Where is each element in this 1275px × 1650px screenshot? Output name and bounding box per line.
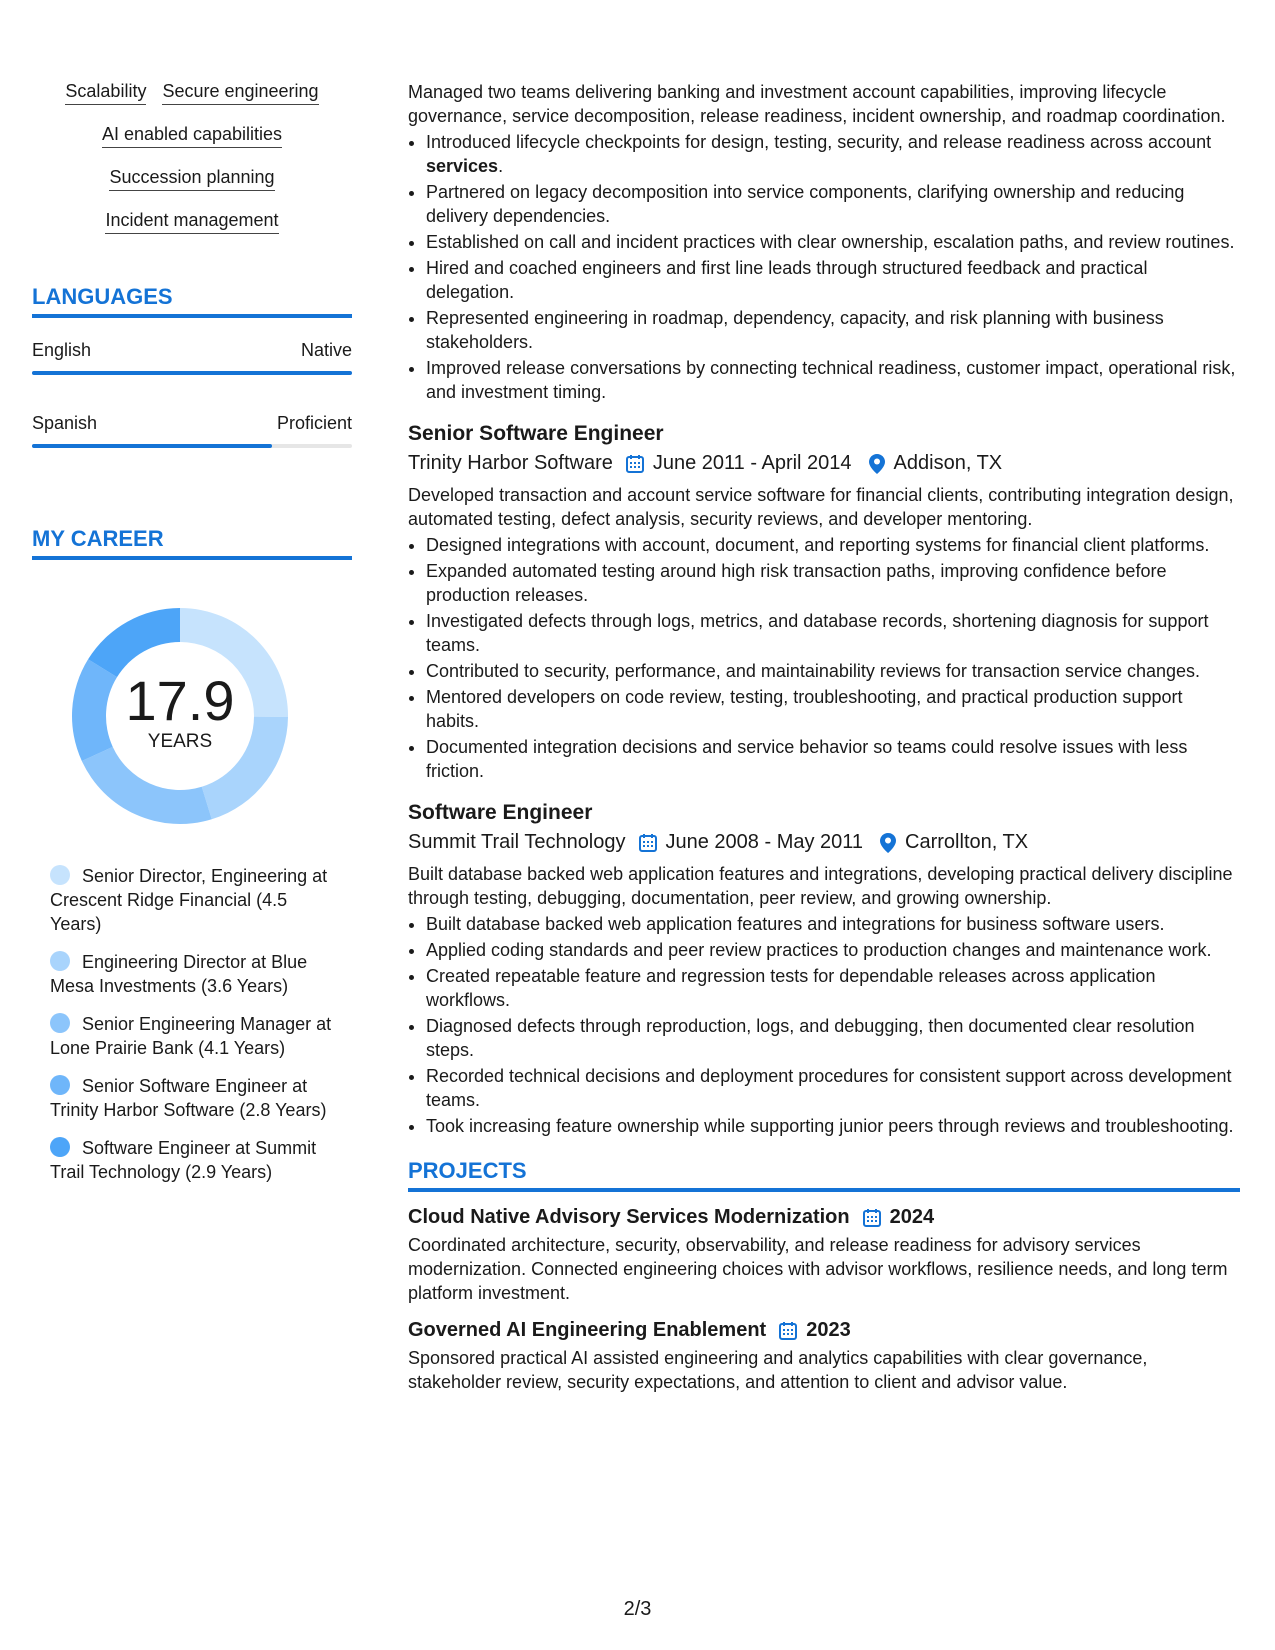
legend-item xyxy=(50,864,340,936)
bullet-item: • Represented engineering in roadmap, dependency, capacity, and risk planning with business stakeholders. xyxy=(426,306,1240,354)
bullet-bold-text: services xyxy=(426,156,499,176)
job-location: Carrollton, TX xyxy=(905,831,1029,853)
language-bar-fill xyxy=(32,444,272,448)
job-summary: Built database backed web application features and integrations, developing practical delivery discipline through testing, debugging, documentation, peer review, and growing ownership. xyxy=(408,864,1233,908)
job-summary: Managed two teams delivering banking and investment account capabilities, improving lifecycle governance, service decomposition, release readiness, incident ownership, and roadmap coordination. xyxy=(408,82,1226,126)
project-year: 2024 xyxy=(889,1206,935,1228)
bullet-text: Introduced lifecycle checkpoints for design, testing, security, and release readiness across account xyxy=(426,132,1212,152)
language-bar-fill xyxy=(32,371,352,375)
language-name: Spanish xyxy=(32,413,98,433)
career-donut-chart xyxy=(66,602,294,830)
skill-row xyxy=(32,209,352,234)
bullet-item: • Contributed to security, performance, and maintainability reviews for transaction service changes. xyxy=(426,659,1240,683)
bullet-item: • Improved release conversations by connecting technical readiness, customer impact, operational risk, and investment timing. xyxy=(426,356,1240,404)
legend-dot xyxy=(50,1013,70,1033)
legend-label: Senior Director, Engineering at Crescent Ridge Financial (4.5 Years) xyxy=(50,866,328,934)
bullet-item: • Established on call and incident practices with clear ownership, escalation paths, and review routines. xyxy=(426,230,1240,254)
language-item xyxy=(32,340,352,375)
skill-tag: AI enabled capabilities xyxy=(102,123,282,148)
bullet-item: • Mentored developers on code review, testing, troubleshooting, and practical production support habits. xyxy=(426,685,1240,733)
projects-title: PROJECTS xyxy=(408,1158,1240,1192)
job-title: Software Engineer xyxy=(408,801,593,824)
donut-center xyxy=(66,602,294,830)
sidebar xyxy=(32,80,352,1198)
job-bullets xyxy=(408,533,1240,783)
skills-list xyxy=(32,80,352,234)
job-meta xyxy=(408,452,1240,475)
main-content xyxy=(408,80,1240,1394)
job-entry xyxy=(408,422,1240,783)
skill-tag: Succession planning xyxy=(109,166,274,191)
total-years-value: 17.9 xyxy=(125,669,235,732)
projects-section xyxy=(408,1158,1240,1394)
bullet-item: • Documented integration decisions and service behavior so teams could resolve issues with less friction. xyxy=(426,735,1240,783)
skill-tag: Scalability xyxy=(65,80,146,105)
languages-section xyxy=(32,284,352,448)
skill-row xyxy=(32,80,352,105)
location-pin-icon xyxy=(868,453,886,475)
bullet-text: . xyxy=(498,156,504,176)
job-meta xyxy=(408,831,1240,854)
bullet-item: • Recorded technical decisions and deployment procedures for consistent support across development teams. xyxy=(426,1064,1240,1112)
language-name: English xyxy=(32,340,92,360)
bullet-item: • Partnered on legacy decomposition into service components, clarifying ownership and reducing delivery dependencies. xyxy=(426,180,1240,228)
calendar-icon xyxy=(778,1321,798,1341)
company-name: Trinity Harbor Software xyxy=(408,452,613,474)
job-bullets xyxy=(408,130,1240,404)
calendar-icon xyxy=(625,454,645,474)
legend-label: Software Engineer at Summit Trail Technology (2.9 Years) xyxy=(50,1138,317,1182)
legend-label: Senior Software Engineer at Trinity Harbor Software (2.8 Years) xyxy=(50,1076,327,1120)
experience-intro xyxy=(408,80,1240,404)
legend-dot xyxy=(50,865,70,885)
bullet-item: • Took increasing feature ownership while supporting junior peers through reviews and troubleshooting. xyxy=(426,1114,1240,1138)
legend-item xyxy=(50,1012,340,1060)
job-dates: June 2008 - May 2011 xyxy=(665,831,864,853)
skill-tag: Secure engineering xyxy=(162,80,318,105)
career-title: MY CAREER xyxy=(32,526,352,560)
languages-title: LANGUAGES xyxy=(32,284,352,318)
job-summary: Developed transaction and account service software for financial clients, contributing integration design, automated testing, defect analysis, security reviews, and developer mentoring. xyxy=(408,485,1234,529)
project-description: Sponsored practical AI assisted engineering and analytics capabilities with clear governance, stakeholder review, security expectations, and attention to client and advisor value. xyxy=(408,1348,1148,1392)
legend-dot xyxy=(50,1137,70,1157)
project-head xyxy=(408,1319,1240,1342)
project-entry xyxy=(408,1206,1240,1305)
calendar-icon xyxy=(638,833,658,853)
career-legend xyxy=(32,864,340,1184)
bullet-item: • Expanded automated testing around high risk transaction paths, improving confidence before production releases. xyxy=(426,559,1240,607)
job-location: Addison, TX xyxy=(893,452,1003,474)
bullet-item: • Built database backed web application features and integrations for business software users. xyxy=(426,912,1240,936)
project-name: Governed AI Engineering Enablement xyxy=(408,1319,767,1341)
language-item xyxy=(32,413,352,448)
language-level: Proficient xyxy=(276,413,352,433)
bullet-item: • Investigated defects through logs, metrics, and database records, shortening diagnosis for support teams. xyxy=(426,609,1240,657)
skill-row xyxy=(32,166,352,191)
legend-label: Senior Engineering Manager at Lone Prairie Bank (4.1 Years) xyxy=(50,1014,332,1058)
language-level: Native xyxy=(300,340,352,360)
bullet-item: • Designed integrations with account, document, and reporting systems for financial client platforms. xyxy=(426,533,1240,557)
skill-tag: Incident management xyxy=(105,209,278,234)
project-entry xyxy=(408,1319,1240,1394)
legend-dot xyxy=(50,1075,70,1095)
page-indicator: 2/3 xyxy=(623,1598,652,1620)
skill-row xyxy=(32,123,352,148)
job-bullets xyxy=(408,912,1240,1138)
language-bar xyxy=(32,444,352,448)
legend-dot xyxy=(50,951,70,971)
bullet-item: • Created repeatable feature and regression tests for dependable releases across application workflows. xyxy=(426,964,1240,1012)
legend-label: Engineering Director at Blue Mesa Investments (3.6 Years) xyxy=(50,952,308,996)
legend-item xyxy=(50,1074,340,1122)
company-name: Summit Trail Technology xyxy=(408,831,626,853)
career-section xyxy=(32,526,352,1184)
bullet-item: • Applied coding standards and peer review practices to production changes and maintenance work. xyxy=(426,938,1240,962)
legend-item xyxy=(50,950,340,998)
project-name: Cloud Native Advisory Services Modernization xyxy=(408,1206,850,1228)
job-title: Senior Software Engineer xyxy=(408,422,664,445)
job-dates: June 2011 - April 2014 xyxy=(652,452,852,474)
language-bar xyxy=(32,371,352,375)
project-head xyxy=(408,1206,1240,1229)
bullet-item: • Diagnosed defects through reproduction, logs, and debugging, then documented clear resolution steps. xyxy=(426,1014,1240,1062)
project-year: 2023 xyxy=(806,1319,851,1341)
total-years-unit: YEARS xyxy=(147,731,213,752)
project-description: Coordinated architecture, security, observability, and release readiness for advisory services modernization. Connected engineering choices with advisor workflows, resilience needs, and long term platform investment. xyxy=(408,1235,1228,1303)
bullet-item xyxy=(426,130,1240,178)
bullet-item: • Hired and coached engineers and first line leads through structured feedback and practical delegation. xyxy=(426,256,1240,304)
legend-item xyxy=(50,1136,340,1184)
calendar-icon xyxy=(862,1208,882,1228)
location-pin-icon xyxy=(879,832,897,854)
job-entry xyxy=(408,801,1240,1138)
